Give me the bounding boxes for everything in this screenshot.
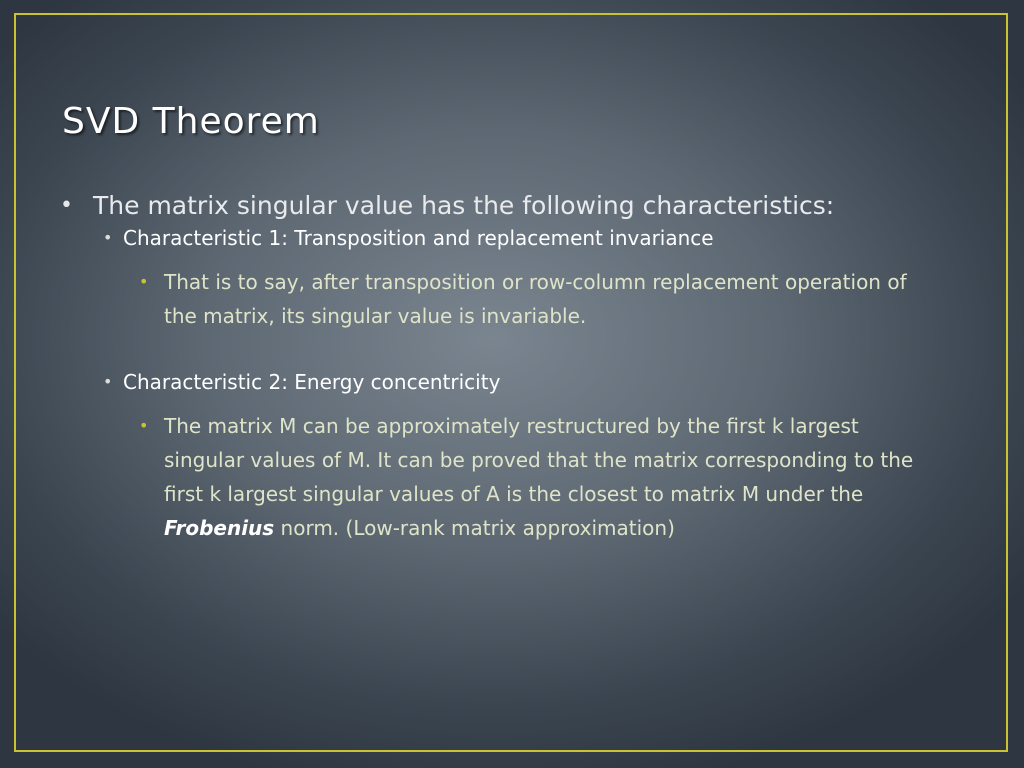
characteristic-1-detail (60, 265, 980, 333)
characteristic-2-heading (60, 369, 980, 395)
bullet-main-text: The matrix singular value has the following characteristics: (93, 191, 835, 220)
bullet-dot: • (103, 372, 113, 391)
characteristic-1-heading-text: Characteristic 1: Transposition and replacement invariance (123, 226, 714, 250)
bullet-dot: • (139, 272, 149, 291)
frobenius-emphasis: Frobenius (164, 516, 275, 540)
bullet-dot: • (103, 228, 113, 247)
bullet-dot: • (60, 193, 73, 218)
characteristic-2-detail (60, 409, 980, 545)
bullet-dot: • (139, 416, 149, 435)
characteristic-1-heading (60, 225, 980, 251)
characteristic-2-detail-text-a: The matrix M can be approximately restructured by the first k largest singular values of M. It can be proved that the matrix corresponding to the first k largest singular values of A is the closest to matrix M under the (164, 414, 914, 506)
slide-content (60, 189, 980, 545)
slide-title: SVD Theorem (62, 101, 320, 142)
characteristic-1-detail-text: That is to say, after transposition or row-column replacement operation of the matrix, its singular value is invariable. (164, 270, 907, 328)
bullet-main (60, 189, 980, 223)
characteristic-2-detail-text-b: norm. (Low-rank matrix approximation) (274, 516, 675, 540)
characteristic-2-heading-text: Characteristic 2: Energy concentricity (123, 370, 501, 394)
